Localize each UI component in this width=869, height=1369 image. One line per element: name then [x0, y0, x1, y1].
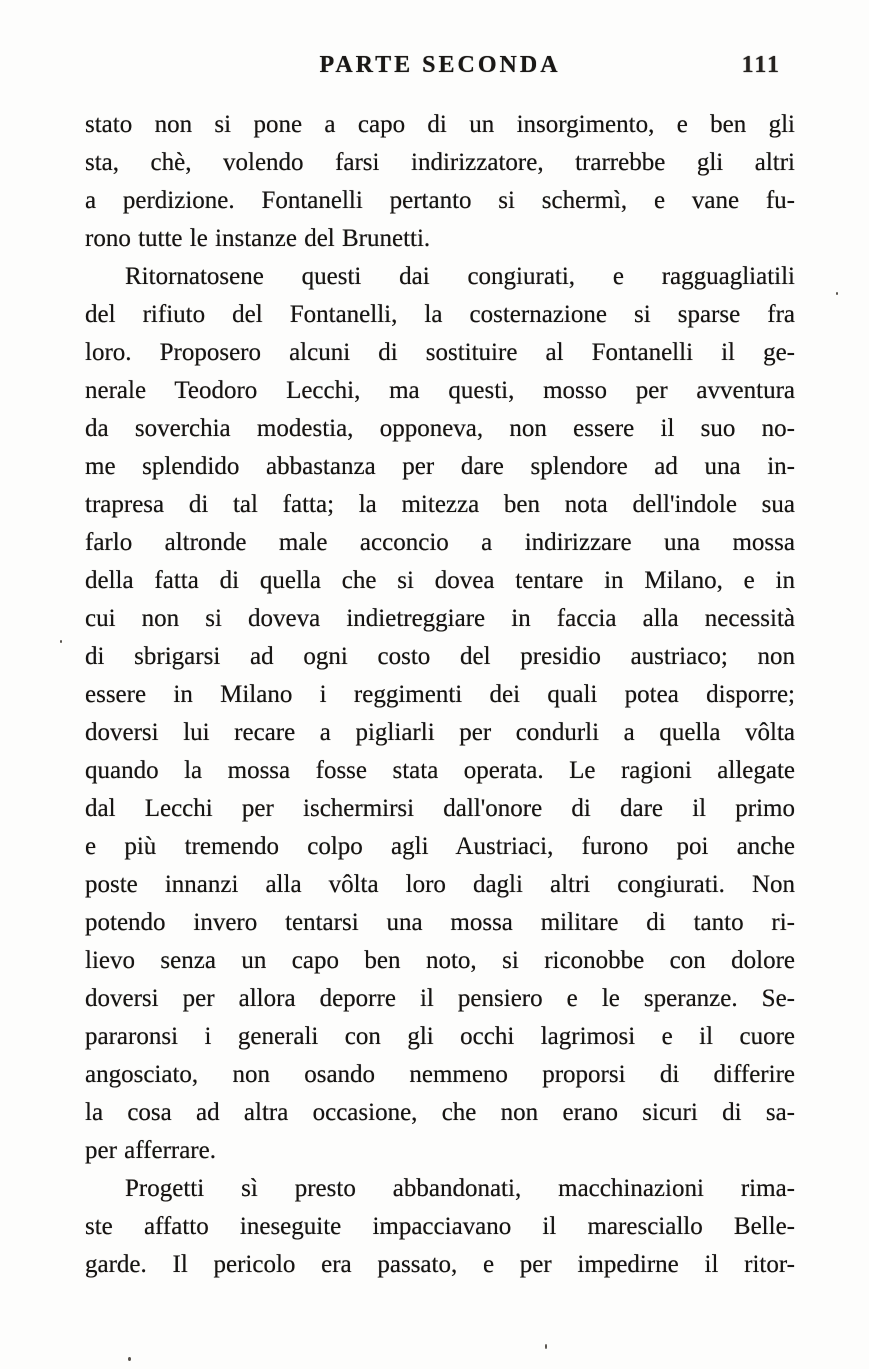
text-line: me splendido abbastanza per dare splendore ad una in-	[85, 453, 795, 480]
book-page	[85, 50, 795, 1284]
running-header	[85, 50, 795, 98]
text-line: stato non si pone a capo di un insorgimento, e ben gli	[85, 111, 795, 138]
page-body	[85, 106, 795, 1284]
text-line: per afferrare.	[85, 1137, 216, 1164]
page-number: 111	[741, 52, 781, 78]
text-line: loro. Proposero alcuni di sostituire al Fontanelli il ge-	[85, 339, 795, 366]
text-line: farlo altronde male acconcio a indirizzare una mossa	[85, 529, 795, 556]
text-line: poste innanzi alla vôlta loro dagli altri congiurati. Non	[85, 871, 795, 898]
text-line: Progetti sì presto abbandonati, macchinazioni rima-	[125, 1175, 795, 1202]
text-line: rono tutte le instanze del Brunetti.	[85, 225, 431, 252]
text-line: essere in Milano i reggimenti dei quali potea disporre;	[85, 681, 795, 708]
text-line: dal Lecchi per ischermirsi dall'onore di dare il primo	[85, 795, 795, 822]
scan-speck	[128, 1357, 131, 1361]
text-line: quando la mossa fosse stata operata. Le ragioni allegate	[85, 757, 795, 784]
text-line: la cosa ad altra occasione, che non erano sicuri di sa-	[85, 1099, 795, 1126]
text-line: nerale Teodoro Lecchi, ma questi, mosso per avventura	[85, 377, 795, 404]
text-line: Ritornatosene questi dai congiurati, e ragguagliatili	[125, 263, 795, 290]
text-line: ste affatto ineseguite impacciavano il maresciallo Belle-	[85, 1213, 795, 1240]
scan-speck	[836, 292, 838, 295]
scan-speck	[545, 1344, 547, 1349]
text-line: lievo senza un capo ben noto, si riconobbe con dolore	[85, 947, 795, 974]
text-line: doversi per allora deporre il pensiero e le speranze. Se-	[85, 985, 795, 1012]
text-line: pararonsi i generali con gli occhi lagrimosi e il cuore	[85, 1023, 795, 1050]
text-line: del rifiuto del Fontanelli, la costernazione si sparse fra	[85, 301, 795, 328]
text-line: da soverchia modestia, opponeva, non essere il suo no-	[85, 415, 795, 442]
text-line: trapresa di tal fatta; la mitezza ben nota dell'indole sua	[85, 491, 795, 518]
text-line: garde. Il pericolo era passato, e per impedirne il ritor-	[85, 1251, 795, 1278]
text-line: e più tremendo colpo agli Austriaci, furono poi anche	[85, 833, 795, 860]
text-line: della fatta di quella che si dovea tentare in Milano, e in	[85, 567, 795, 594]
text-line: cui non si doveva indietreggiare in faccia alla necessità	[85, 605, 795, 632]
text-line: potendo invero tentarsi una mossa militare di tanto ri-	[85, 909, 795, 936]
scan-speck	[60, 640, 62, 643]
text-line: a perdizione. Fontanelli pertanto si schermì, e vane fu-	[85, 187, 795, 214]
text-line: doversi lui recare a pigliarli per condurli a quella vôlta	[85, 719, 795, 746]
text-line: angosciato, non osando nemmeno proporsi di differire	[85, 1061, 795, 1088]
section-title: PARTE SECONDA	[319, 52, 561, 78]
text-line: sta, chè, volendo farsi indirizzatore, trarrebbe gli altri	[85, 149, 795, 176]
text-line: di sbrigarsi ad ogni costo del presidio austriaco; non	[85, 643, 795, 670]
